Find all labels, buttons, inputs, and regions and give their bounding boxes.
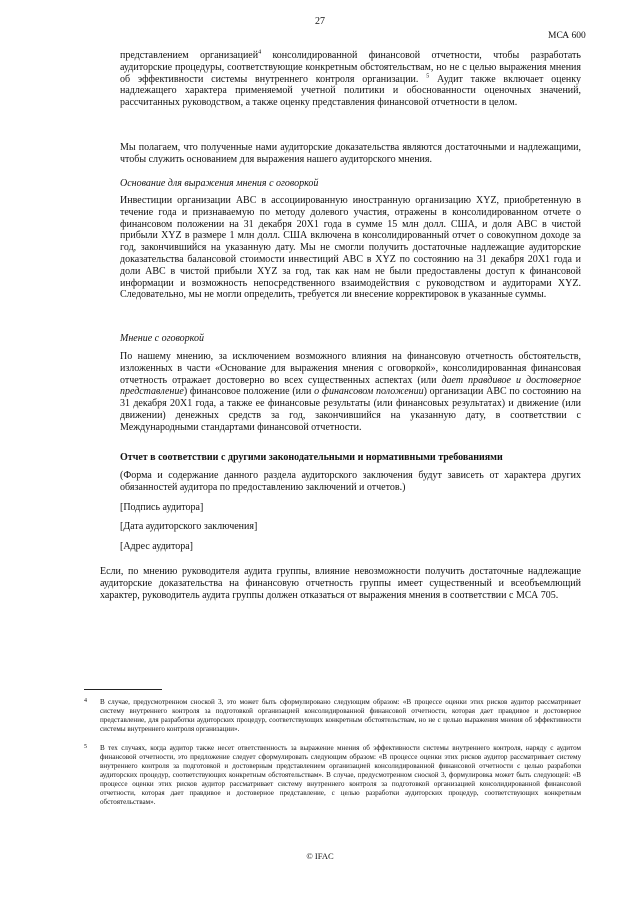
standard-code: МСА 600 bbox=[548, 31, 586, 41]
heading-report: Отчет в соответствии с другими законодательными и нормативными требованиями bbox=[120, 452, 503, 463]
footnote-divider bbox=[84, 689, 162, 690]
footnote-5: В тех случаях, когда аудитор также несет ответственность за выражение мнения об эффективности системы внутреннего контроля, наряду с аудитом финансовой отчетности, это предложение следует сформулировать следующим образом: «В процессе оценки этих рисков аудитор рассматривает систему внутреннего контроля за подготовкой и достоверным представлением организацией консолидированной финансовой отчетности с целью разработки аудиторских процедур, соответствующих конкретным обстоятельствам». В случае, предусмотренном сноской 3, формулировка может быть следующей: «В процессе оценки этих рисков аудитор рассматривает систему внутреннего контроля за подготовкой организацией консолидированной финансовой отчетности, которая дает правдивое и достоверное представление, с целью разработки аудиторских процедур, соответствующих конкретным обстоятельствам». bbox=[100, 744, 581, 806]
paragraph-opinion bbox=[120, 351, 581, 434]
opinion-italic1: дает правдивое и достоверное представление bbox=[120, 374, 581, 398]
opinion-part3: ) организации ABC по состоянию на 31 декабря 20X1 года, а также ее финансовые результаты (или финансовых результатах) и движение (или движении) денежных средств за год, закончившийся на указанную дату, в соответствии с Международными стандартами финансовой отчетности. bbox=[120, 386, 582, 433]
opinion-part2: ) финансовое положение (или bbox=[183, 386, 315, 398]
paragraph-final: Если, по мнению руководителя аудита группы, влияние невозможности получить достаточные надлежащие аудиторские доказательства на финансовую отчетность группы имеет существенный и всеобъемлющий характер, руководитель аудита группы должен отказаться от выражения мнения в соответствии с МСА 705. bbox=[100, 566, 581, 601]
footnote-4: В случае, предусмотренном сноской 3, это может быть сформулировано следующим образом: «В процессе оценки этих рисков аудитор рассматривает систему внутреннего контроля за подготовкой организацией консолидированной финансовой отчетности, которая дает правдивое и достоверное представление, для разработки аудиторских процедур, соответствующих конкретным обстоятельствам, но не с целью выражения мнения об эффективности системы внутреннего контроля организации». bbox=[100, 698, 581, 733]
auditor-signature: [Подпись аудитора] bbox=[120, 502, 204, 513]
paragraph-report: (Форма и содержание данного раздела аудиторского заключения будут зависеть от характера других обязанностей аудитора по предоставлению заключений и отчетов.) bbox=[120, 470, 581, 493]
paragraph-evidence: Мы полагаем, что полученные нами аудиторские доказательства являются достаточными и надлежащими, чтобы служить основанием для выражения нашего аудиторского мнения. bbox=[120, 142, 581, 165]
para-cont-before: представлением организацией bbox=[120, 50, 259, 61]
paragraph-basis: Инвестиции организации ABC в ассоциированную иностранную организацию XYZ, приобретенную в течение года и признаваемую по методу долевого участия, отражены в консолидированном отчете о финансовом положении на 31 декабря 20X1 года в сумме 15 млн долл. США, и доля ABC в чистой прибыли XYZ в размере 1 млн долл. США включена в консолидированный отчет о совокупном доходе за год, закончившийся на указанную дату. Мы не смогли получить достаточные надлежащие аудиторские доказательства балансовой стоимости инвестиций ABC в XYZ по состоянию на 31 декабря 20X1 года и доли ABC в чистой прибыли XYZ за год, так как нам не были предоставлены доступ к финансовой информации и возможность непосредственного взаимодействия с руководством и аудиторами XYZ. Следовательно, мы не могли определить, требуется ли внесение корректировок в указанные суммы. bbox=[120, 195, 581, 301]
report-date: [Дата аудиторского заключения] bbox=[120, 521, 258, 532]
para-cont-after: консолидированной финансовой отчетности, чтобы разработать аудиторские процедуры, соответствующие конкретным обстоятельствам, но не с целью выражения мнения об эффективности системы внутреннего контроля организации. bbox=[120, 50, 581, 85]
copyright: © IFAC bbox=[306, 851, 334, 861]
paragraph-continuation bbox=[120, 50, 581, 109]
footnote-ref-4[interactable]: 4 bbox=[258, 49, 262, 56]
heading-opinion: Мнение с оговоркой bbox=[120, 333, 204, 344]
footnote-ref-5[interactable]: 5 bbox=[426, 73, 430, 80]
page-number: 27 bbox=[315, 16, 325, 27]
auditor-address: [Адрес аудитора] bbox=[120, 541, 194, 552]
footnote-mark-4: 4 bbox=[84, 698, 87, 704]
heading-basis: Основание для выражения мнения с оговоркой bbox=[120, 178, 319, 189]
opinion-italic2: о финансовом положении bbox=[314, 386, 424, 398]
opinion-part1: По нашему мнению, за исключением возможного влияния на финансовую отчетность обстоятельств, изложенных в части «Основание для выражения мнения с оговоркой», консолидированная финансовая отчетность отражает достоверно во всех существенных аспектах (или bbox=[120, 351, 581, 386]
footnote-mark-5: 5 bbox=[84, 744, 87, 750]
para-cont-tail: Аудит также включает оценку надлежащего характера применяемой учетной политики и обоснованности оценочных значений, рассчитанных руководством, а также оценку представления финансовой отчетности в целом. bbox=[120, 73, 582, 109]
